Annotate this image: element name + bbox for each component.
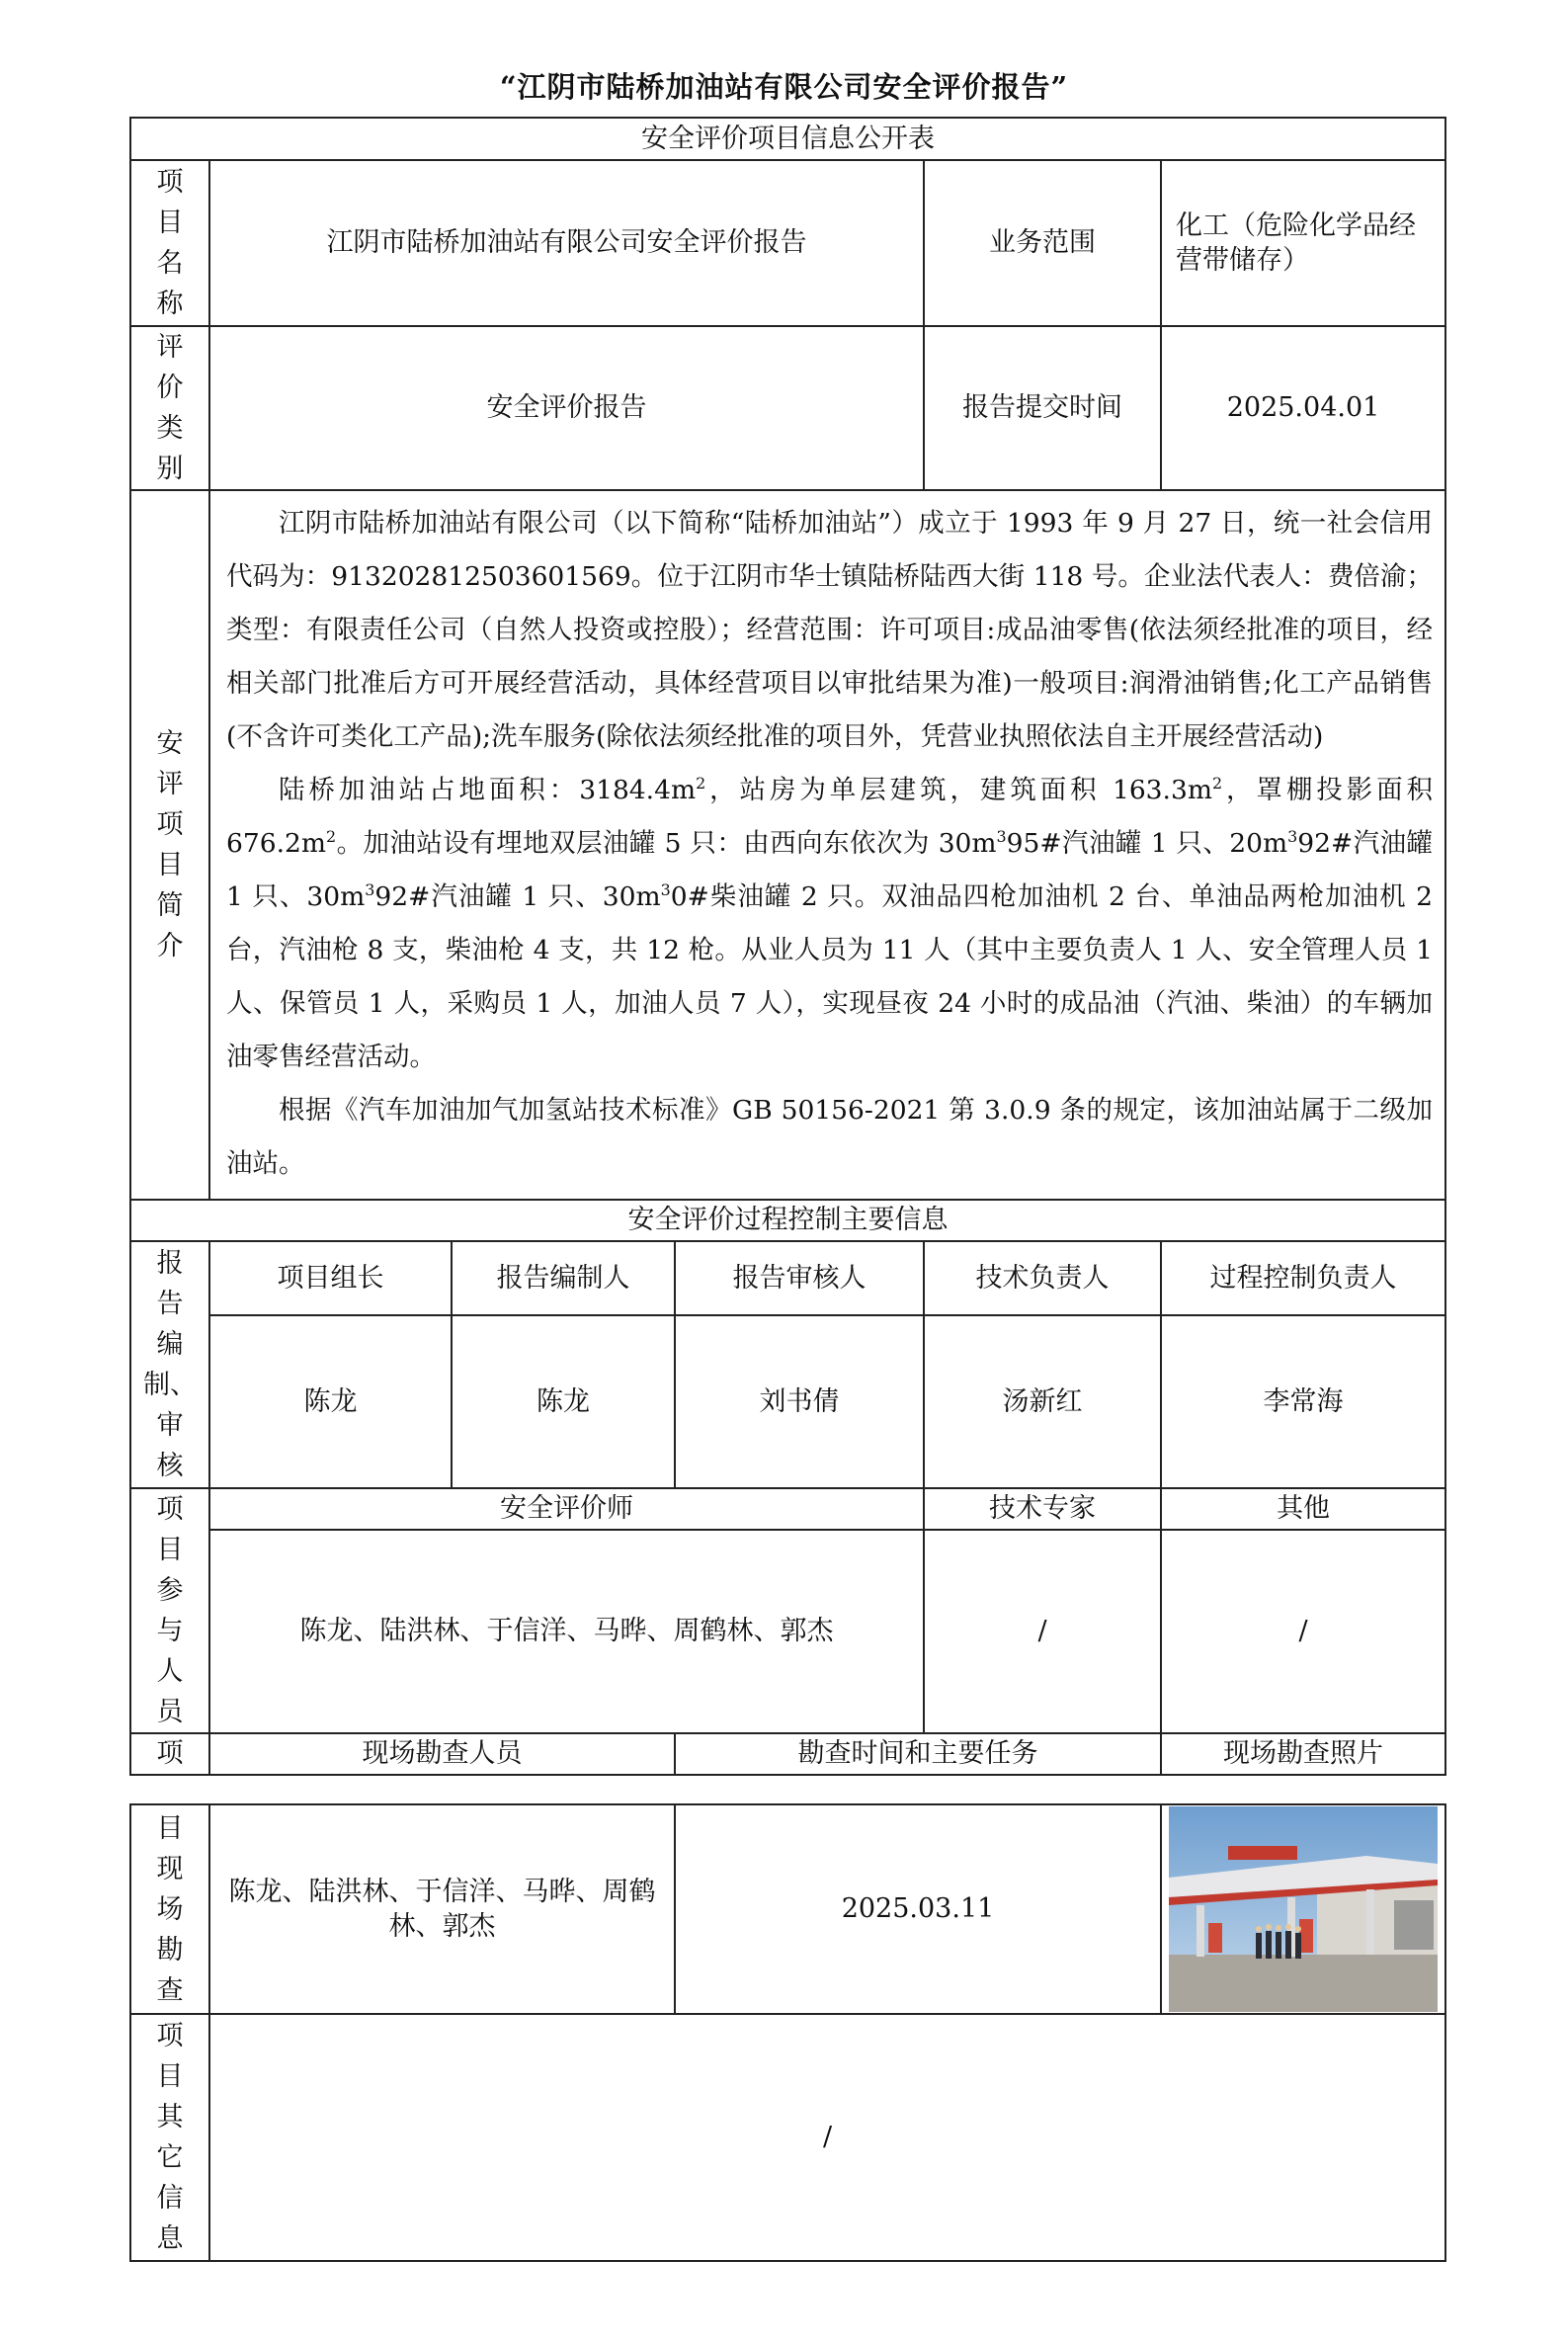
eval-type: 安全评价报告	[209, 326, 924, 490]
report-label: 报 告 编 制、 审 核	[130, 1241, 209, 1488]
survey-time-label: 勘查时间和主要任务	[675, 1733, 1161, 1775]
survey-table	[129, 1803, 1446, 2262]
name-tech-lead: 汤新红	[924, 1315, 1161, 1488]
name-compiler: 陈龙	[452, 1315, 675, 1488]
survey-people: 陈龙、陆洪林、于信洋、马晔、周鹤林、郭杰	[209, 1804, 675, 2014]
info-table	[129, 117, 1446, 1776]
other-info: /	[209, 2014, 1445, 2261]
project-name-label: 项 目 名 称	[130, 160, 209, 326]
role-compiler: 报告编制人	[452, 1241, 675, 1315]
evaluators: 陈龙、陆洪林、于信洋、马晔、周鹤林、郭杰	[209, 1530, 924, 1733]
expert-label: 技术专家	[924, 1488, 1161, 1530]
intro-label: 安 评 项 目 简 介	[130, 490, 209, 1200]
survey-photo-label: 现场勘查照片	[1161, 1733, 1445, 1775]
others: /	[1161, 1530, 1445, 1733]
intro-paragraph-1: 江阴市陆桥加油站有限公司（以下简称“陆桥加油站”）成立于 1993 年 9 月 27 日，统一社会信用代码为：913202812503601569。位于江阴市华士镇陆桥陆西大街 118 号。企业法代表人：费倍渝；类型：有限责任公司（自然人投资或控股）；经营范围：许可项目:成品油零售(依法须经批准的项目，经相关部门批准后方可开展经营活动，具体经营项目以审批结果为准)一般项目:润滑油销售;化工产品销售(不含许可类化工产品);洗车服务(除依法须经批准的项目外，凭营业执照依法自主开展经营活动)	[226, 508, 1434, 752]
role-tech-lead: 技术负责人	[924, 1241, 1161, 1315]
participants-label: 项 目 参 与 人 员	[130, 1488, 209, 1733]
other-info-label: 项 目 其 它 信 息	[130, 2014, 209, 2261]
intro-text	[209, 490, 1445, 1200]
name-team-leader: 陈龙	[209, 1315, 452, 1488]
survey-photo-cell	[1161, 1804, 1445, 2014]
experts: /	[924, 1530, 1161, 1733]
intro-paragraph-2: 陆桥加油站占地面积：$3184.4m^2$，站房为单层建筑，建筑面积 $163.3m^2$，罩棚投影面积 $676.2m^2$。加油站设有埋地双层油罐 5 只：由西向东依次为 $30m^395\#$汽油罐 1 只、$20m^392\#$汽油罐 1 只、$30m^392\#$汽油罐 1 只、$30m^30\#$柴油罐 2 只。双油品四枪加油机 2 台、单油品两枪加油机 2 台，汽油枪 8 支，柴油枪 4 支，共 12 枪。从业人员为 11 人（其中主要负责人 1 人、安全管理人员 1 人、保管员 1 人，采购员 1 人，加油人员 7 人），实现昼夜 24 小时的成品油（汽油、柴油）的车辆加油零售经营活动。	[226, 774, 1434, 1072]
project-name: 江阴市陆桥加油站有限公司安全评价报告	[209, 160, 924, 326]
submit-time-label: 报告提交时间	[924, 326, 1161, 490]
role-reviewer: 报告审核人	[675, 1241, 924, 1315]
process-header: 安全评价过程控制主要信息	[130, 1200, 1445, 1241]
role-process-lead: 过程控制负责人	[1161, 1241, 1445, 1315]
submit-time: 2025.04.01	[1161, 326, 1445, 490]
intro-paragraph-3: 根据《汽车加油加气加氢站技术标准》GB 50156-2021 第 3.0.9 条的规定，该加油站属于二级加油站。	[226, 1095, 1434, 1179]
gas-station-photo	[1169, 1806, 1438, 2012]
info-header: 安全评价项目信息公开表	[130, 118, 1445, 160]
business-scope: 化工（危险化学品经营带储存）	[1161, 160, 1445, 326]
evaluator-label: 安全评价师	[209, 1488, 924, 1530]
page-title: “江阴市陆桥加油站有限公司安全评价报告”	[499, 70, 1069, 104]
survey-label: 目 现 场 勘 查	[130, 1804, 209, 2014]
survey-time: 2025.03.11	[675, 1804, 1161, 2014]
business-scope-label: 业务范围	[924, 160, 1161, 326]
eval-type-label: 评 价 类 别	[130, 326, 209, 490]
other-label: 其他	[1161, 1488, 1445, 1530]
name-process-lead: 李常海	[1161, 1315, 1445, 1488]
role-team-leader: 项目组长	[209, 1241, 452, 1315]
name-reviewer: 刘书倩	[675, 1315, 924, 1488]
survey-people-label: 现场勘查人员	[209, 1733, 675, 1775]
survey-label-top: 项	[130, 1733, 209, 1775]
